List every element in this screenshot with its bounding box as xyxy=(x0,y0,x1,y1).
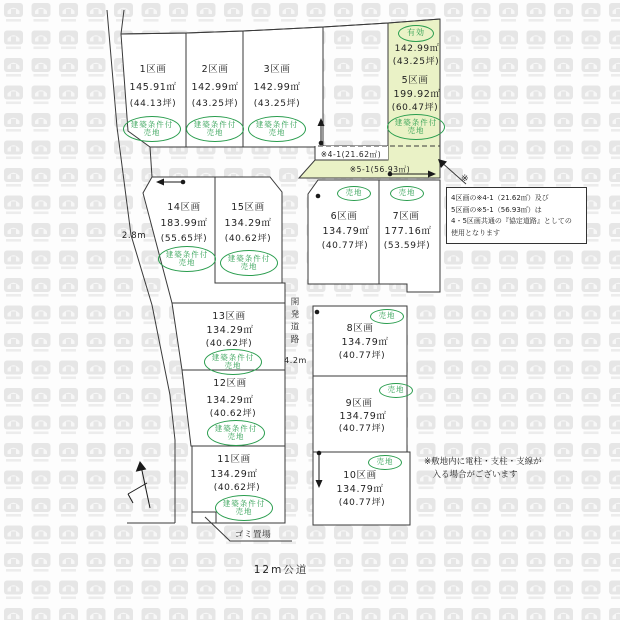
utility-note-line-1: ※敷地内に電柱・支柱・支線が xyxy=(424,457,542,467)
garbage-area-region xyxy=(192,512,216,523)
lot-8-tsubo: (40.77坪) xyxy=(338,351,386,361)
lot-13-area: 134.29㎡ xyxy=(206,325,254,336)
lot-7-area: 177.16㎡ xyxy=(384,226,432,237)
lot-5-valid-area: 142.99㎡ xyxy=(394,44,440,54)
lot-1-tsubo: (44.13坪) xyxy=(129,99,177,109)
lot-11-tsubo: (40.62坪) xyxy=(213,483,261,493)
lot-12-tsubo: (40.62坪) xyxy=(209,409,257,419)
note-line-4: 使用となります xyxy=(451,228,500,237)
lot-2-tsubo: (43.25坪) xyxy=(191,99,239,109)
lot-3-area: 142.99㎡ xyxy=(253,82,301,93)
lot-1-badge: 建築条件付 売地 xyxy=(123,116,181,142)
lot-13-tsubo: (40.62坪) xyxy=(205,339,253,349)
garbage-area-label: ゴミ置場 xyxy=(234,530,272,540)
lot-6-area: 134.79㎡ xyxy=(322,226,370,237)
lot-3-name: 3区画 xyxy=(263,64,291,75)
utility-note-line-2: 入る場合がございます xyxy=(424,470,518,480)
public-road-label: 12m公道 xyxy=(253,564,309,576)
utility-pole-note xyxy=(424,456,542,482)
note-line-1: 4区画の※4-1（21.62㎡）及び xyxy=(451,194,549,202)
lot-14-name: 14区画 xyxy=(167,202,201,213)
lot-7-badge: 売地 xyxy=(390,186,424,201)
lot-8-badge: 売地 xyxy=(370,309,404,324)
lot-5-name: 5区画 xyxy=(401,75,429,86)
lot-4-region xyxy=(323,23,388,146)
lot-11-badge: 建築条件付 売地 xyxy=(215,495,273,521)
lot-10-name: 10区画 xyxy=(343,470,377,481)
lot-3-tsubo: (43.25坪) xyxy=(253,99,301,109)
lot-10-area: 134.79㎡ xyxy=(336,484,384,495)
lot-5-area: 199.92㎡ xyxy=(393,89,441,100)
lot-1-area: 145.91㎡ xyxy=(129,82,177,93)
lot-5-badge: 建築条件付 売地 xyxy=(387,114,445,140)
lot-12-name: 12区画 xyxy=(213,378,247,389)
lot-10-badge: 売地 xyxy=(368,455,402,470)
lot-1-name: 1区画 xyxy=(139,64,167,75)
lot-5-valid-tsubo: (43.25坪) xyxy=(392,57,440,67)
lot-10-tsubo: (40.77坪) xyxy=(338,498,386,508)
note-line-3: 4・5区画共通の『協定道路』としての xyxy=(451,217,572,225)
lot-15-tsubo: (40.62坪) xyxy=(224,234,272,244)
lot-6-tsubo: (40.77坪) xyxy=(321,241,369,251)
lot-2-badge: 建築条件付 売地 xyxy=(186,116,244,142)
lot-6-name: 6区画 xyxy=(330,211,358,222)
lot-9-name: 9区画 xyxy=(345,398,373,409)
development-road-label: 開発道路 xyxy=(289,297,299,347)
lot-9-tsubo: (40.77坪) xyxy=(338,424,386,434)
lot-15-badge: 建築条件付 売地 xyxy=(220,250,278,276)
lot-6-badge: 売地 xyxy=(337,186,371,201)
note-reference-mark: ※ xyxy=(461,174,470,184)
lot-7-name: 7区画 xyxy=(392,211,420,222)
lot-9-area: 134.79㎡ xyxy=(339,411,387,422)
strip-4-1-label: ※4-1(21.62㎡) xyxy=(320,150,382,159)
side-road-width-label: 2.8m xyxy=(121,231,147,241)
lot-12-area: 134.29㎡ xyxy=(206,395,254,406)
lot-13-badge: 建築条件付 売地 xyxy=(204,349,262,375)
lot-12-badge: 建築条件付 売地 xyxy=(207,420,265,446)
lot-13-name: 13区画 xyxy=(212,311,246,322)
lot-14-area: 183.99㎡ xyxy=(160,218,208,229)
lot-3-badge: 建築条件付 売地 xyxy=(248,116,306,142)
north-arrow xyxy=(128,462,150,508)
lot-11-name: 11区画 xyxy=(217,454,251,465)
development-road-width-label: 4.2m xyxy=(284,356,307,365)
agreed-road-note-box xyxy=(446,187,587,244)
lot-5-tsubo: (60.47坪) xyxy=(391,103,439,113)
lot-8-area: 134.79㎡ xyxy=(341,337,389,348)
lot-8-name: 8区画 xyxy=(346,323,374,334)
note-line-2: 5区画の※5-1（56.93㎡）は xyxy=(451,205,542,214)
lot-2-name: 2区画 xyxy=(201,64,229,75)
lot-5-valid-badge: 有効 xyxy=(398,25,434,42)
lot-15-name: 15区画 xyxy=(231,202,265,213)
lot-9-badge: 売地 xyxy=(379,383,413,398)
lot-11-area: 134.29㎡ xyxy=(210,469,258,480)
strip-5-1-label: ※5-1(56.93㎡) xyxy=(349,165,411,174)
lot-14-badge: 建築条件付 売地 xyxy=(158,246,216,272)
lot-14-tsubo: (55.65坪) xyxy=(160,234,208,244)
lot-7-tsubo: (53.59坪) xyxy=(383,241,431,251)
lot-15-area: 134.29㎡ xyxy=(224,218,272,229)
lot-2-area: 142.99㎡ xyxy=(191,82,239,93)
